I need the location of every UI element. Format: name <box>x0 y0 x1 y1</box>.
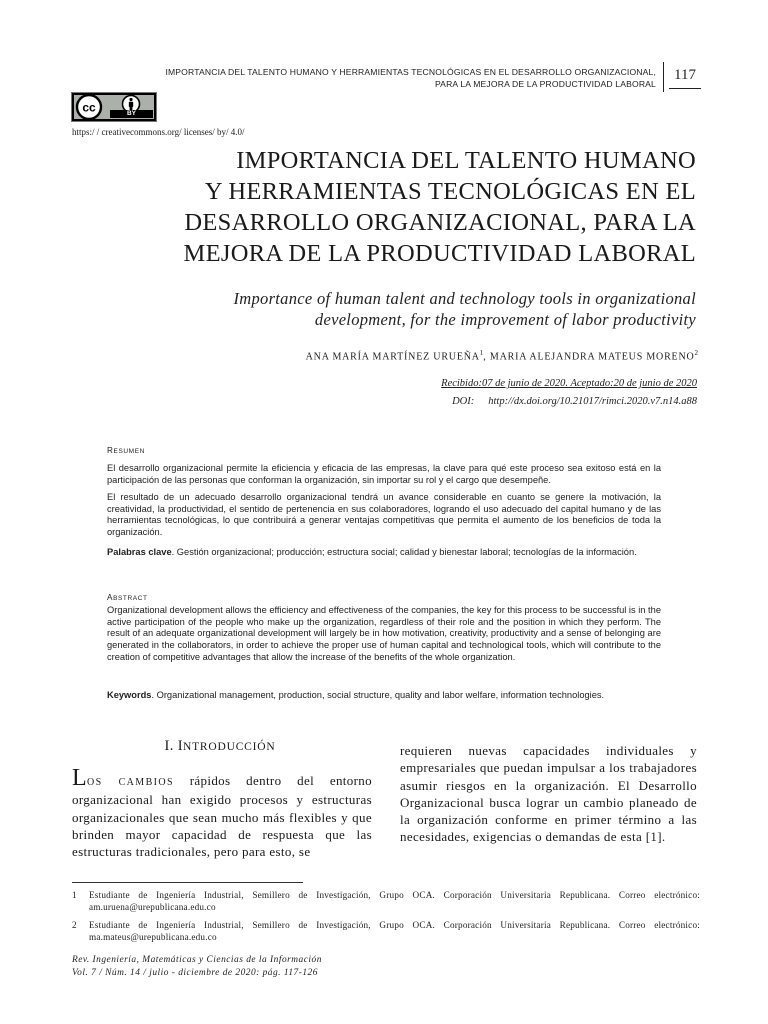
abstract-heading: ABSTRACT <box>107 593 148 602</box>
subtitle-line-2: development, for the improvement of labor productivity <box>314 310 696 329</box>
keywords-label: Keywords <box>107 690 152 700</box>
abstract-paragraph: Organizational development allows the efficiency and effectiveness of the companies, the key for this process to be successful is in the active participation of the people who make up the organization, regardless of their role and the position in which they perform. The result of an adequate organizational development will largely be in how motivation, creativity, productivity and a sense of belonging are generated in the collaborators, in order to achieve the proper use of human capital and technological tools, which will contribute to the creation of competitive advantages that allow the increase of the benefits of the whole organization. <box>107 605 661 662</box>
footnote-2-text: Estudiante de Ingeniería Industrial, Semillero de Investigación, Grupo OCA. Corporación Universitaria Republicana. Correo electrónico: ma.mateus@urepublicana.edu.co <box>89 920 700 942</box>
article-title <box>100 145 696 269</box>
intro-col1-text: rápidos dentro del entorno organizacional han exigido procesos y estructuras organizacionales que sean mucho más flexibles y que brinden mayor capacidad de respuesta que las estructuras tradicionales, pero para esto, se <box>72 773 372 860</box>
journal-volume: Vol. 7 / Núm. 14 / julio - diciembre de 2020: pág. 117-126 <box>72 967 318 978</box>
title-line-3: DESARROLLO ORGANIZACIONAL, PARA LA <box>184 209 696 236</box>
author-1: ANA MARÍA MARTÍNEZ URUEÑA <box>305 351 480 363</box>
article-subtitle <box>110 288 696 330</box>
footnote-2 <box>72 919 700 943</box>
author-2: MARIA ALEJANDRA MATEUS MORENO <box>489 351 695 363</box>
running-head <box>96 66 656 90</box>
title-line-2: Y HERRAMIENTAS TECNOLÓGICAS EN EL <box>204 178 696 205</box>
svg-text:cc: cc <box>82 100 96 115</box>
authors <box>306 349 698 362</box>
introduction-heading: I. INTRODUCCIÓN <box>164 738 276 754</box>
doi <box>452 396 697 407</box>
palabras-clave-label: Palabras clave <box>107 547 172 557</box>
title-line-1: IMPORTANCIA DEL TALENTO HUMANO <box>236 147 696 174</box>
footnote-1 <box>72 889 700 913</box>
introduction-column-2: requieren nuevas capacidades individuales y empresariales que puedan impulsar a los trabajadores asumir riesgos en la organización. El Desarrollo Organizacional busca lograr un cambio planeado de la organización conforme en primer término a las necesidades, exigencias o demandas de esta [1]. <box>400 743 697 845</box>
running-head-line-2: PARA LA MEJORA DE LA PRODUCTIVIDAD LABORAL <box>434 79 656 89</box>
keywords-list: . Organizational management, production, social structure, quality and labor welfare, information technologies. <box>151 690 605 700</box>
footnote-1-number: 1 <box>72 890 77 900</box>
resumen-paragraph-2: El resultado de un adecuado desarrollo organizacional tendrá un avance considerable en cuanto se genere la motivación, la creatividad, la productividad, el sentido de pertenencia en sus colaboradores, logrando el uso adecuado del capital humano y de las herramientas tecnológicas, lo que contribuirá a generar ventajas competitivas que permita el aumento de los beneficios de toda la organización. <box>107 492 661 538</box>
author-separator: , <box>483 351 490 363</box>
footnote-divider <box>72 882 303 883</box>
resumen-keywords <box>107 547 661 559</box>
footnote-1-text: Estudiante de Ingeniería Industrial, Semillero de Investigación, Grupo OCA. Corporación Universitaria Republicana. Correo electrónico: am.uruena@urepublicana.edu.co <box>89 890 700 912</box>
license-url[interactable]: https:/ / creativecommons.org/ licenses/ by/ 4.0/ <box>72 127 245 137</box>
doi-label: DOI: <box>452 396 475 407</box>
doi-link[interactable]: http://dx.doi.org/10.21017/rimci.2020.v7.n14.a88 <box>488 396 697 407</box>
author-1-footnote-marker: 1 <box>479 349 484 357</box>
drop-cap: L <box>72 765 88 791</box>
creative-commons-badge <box>71 92 157 122</box>
subtitle-line-1: Importance of human talent and technology tools in organizational <box>233 289 696 308</box>
footnote-2-number: 2 <box>72 920 77 930</box>
introduction-column-1 <box>72 765 372 860</box>
abstract-keywords <box>107 690 661 702</box>
received-accepted-dates: Recibido:07 de junio de 2020. Aceptado:20 de junio de 2020 <box>441 378 697 389</box>
cc-logo-icon <box>75 93 103 121</box>
author-2-footnote-marker: 2 <box>694 349 698 357</box>
palabras-clave-list: . Gestión organizacional; producción; estructura social; calidad y bienestar laboral; tecnologías de la información. <box>171 547 637 557</box>
journal-citation <box>72 954 322 979</box>
running-head-line-1: IMPORTANCIA DEL TALENTO HUMANO Y HERRAMIENTAS TECNOLÓGICAS EN EL DESARROLLO ORGANIZACIONAL, <box>165 67 656 77</box>
resumen-heading: RESUMEN <box>107 446 145 455</box>
journal-name: Rev. Ingeniería, Matemáticas y Ciencias de la Información <box>72 955 322 965</box>
page-number: 117 <box>669 62 701 89</box>
lead-smallcaps: OS CAMBIOS <box>87 777 174 788</box>
page-number-divider <box>663 62 664 92</box>
cc-by-label: BY <box>110 110 153 118</box>
title-line-4: MEJORA DE LA PRODUCTIVIDAD LABORAL <box>183 240 696 267</box>
resumen-paragraph-1: El desarrollo organizacional permite la eficiencia y eficacia de las empresas, la clave para qué este proceso sea exitoso está en la participación de las personas que conforman la organización, sin importar su rol y el cargo que desempeñe. <box>107 463 661 485</box>
